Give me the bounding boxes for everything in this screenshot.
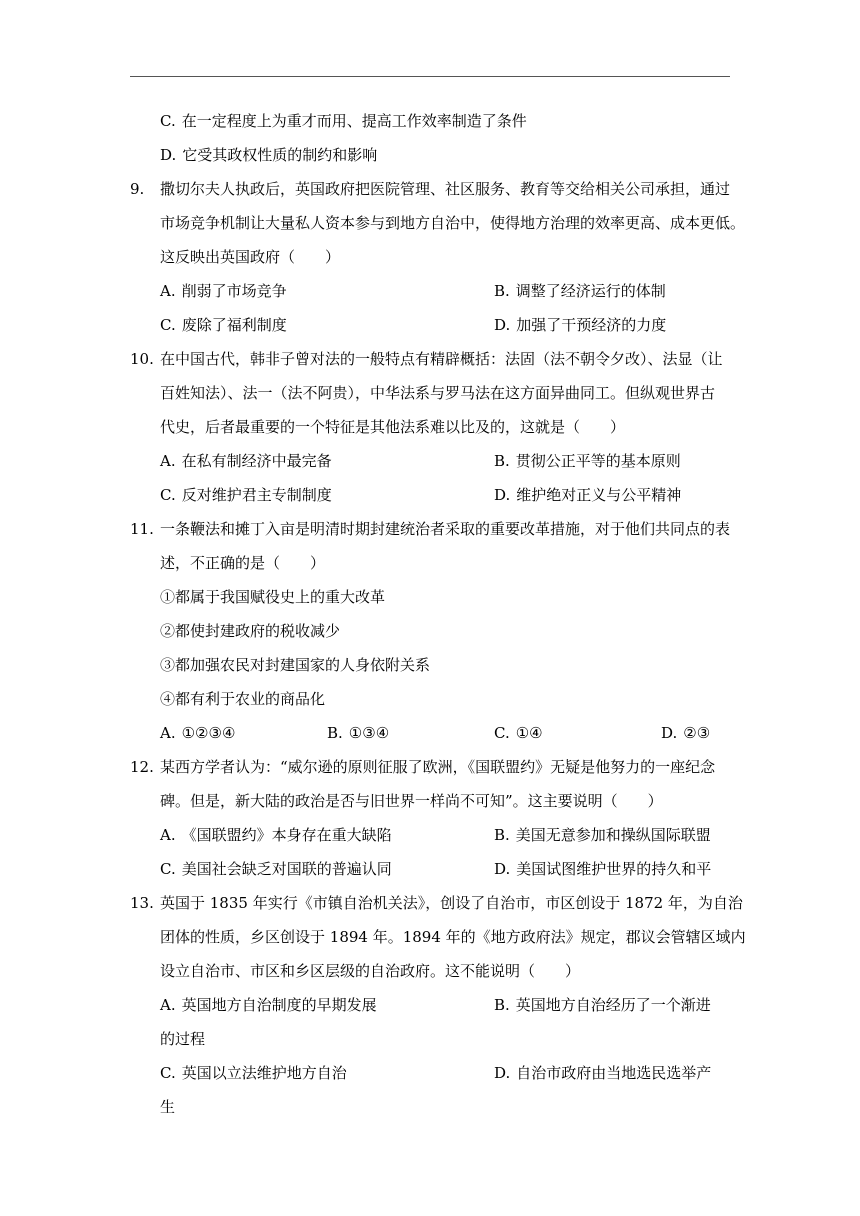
option-letter: A. [160, 452, 176, 470]
option-text: 美国试图维护世界的持久和平 [516, 860, 712, 878]
option-text: ①②③④ [181, 724, 236, 742]
q9-option-a [160, 281, 287, 301]
option-text: 维护绝对正义与公平精神 [516, 486, 682, 504]
q12-stem-line: 碑。但是，新大陆的政治是否与旧世界一样尚不可知”。这主要说明（ ） [160, 792, 663, 810]
option-letter: C. [494, 724, 510, 742]
q12-option-d [494, 859, 711, 879]
option-text: ②③ [683, 724, 711, 742]
option-letter: C. [160, 860, 176, 878]
option-letter: B. [494, 996, 510, 1014]
q8-option-c [160, 111, 527, 131]
option-text: 在私有制经济中最完备 [181, 452, 332, 470]
option-text: 《国联盟约》本身存在重大缺陷 [181, 826, 392, 844]
q13-option-a [160, 995, 377, 1015]
q10-option-b [494, 451, 681, 471]
q11-option-c [494, 723, 543, 743]
q13-option-b-continuation: 的过程 [160, 1030, 206, 1048]
option-text: 它受其政权性质的制约和影响 [182, 146, 378, 164]
option-text: 削弱了市场竞争 [181, 282, 287, 300]
option-letter: D. [494, 316, 511, 334]
q10-stem-line: 百姓知法）、法一（法不阿贵），中华法系与罗马法在这方面异曲同工。但纵观世界古 [160, 384, 716, 402]
q11-item: ①都属于我国赋役史上的重大改革 [160, 588, 386, 606]
option-letter: B. [494, 452, 510, 470]
option-letter: C. [160, 316, 176, 334]
q10-stem-line: 代史，后者最重要的一个特征是其他法系难以比及的，这就是（ ） [160, 418, 626, 436]
q11-stem-line: 述，不正确的是（ ） [160, 554, 326, 572]
q9-option-b [494, 281, 666, 301]
option-text: 调整了经济运行的体制 [515, 282, 666, 300]
option-letter: B. [327, 724, 343, 742]
q13-option-d-continuation: 生 [160, 1098, 176, 1116]
q12-option-a [160, 825, 392, 845]
q9-number: 9. [130, 180, 145, 198]
option-text: 反对维护君主专制制度 [181, 486, 332, 504]
option-text: 美国社会缺乏对国联的普遍认同 [181, 860, 392, 878]
option-text: 贯彻公正平等的基本原则 [515, 452, 681, 470]
q11-item: ③都加强农民对封建国家的人身依附关系 [160, 656, 431, 674]
q10-stem-line: 在中国古代，韩非子曾对法的一般特点有精辟概括：法固（法不朝令夕改）、法显（让 [160, 350, 723, 368]
option-letter: D. [494, 1064, 511, 1082]
option-text: 废除了福利制度 [181, 316, 287, 334]
q13-option-b [494, 995, 711, 1015]
q11-option-d [661, 723, 710, 743]
option-text: 在一定程度上为重才而用、提高工作效率制造了条件 [181, 112, 527, 130]
option-text: ①③④ [348, 724, 390, 742]
q11-item: ④都有利于农业的商品化 [160, 690, 326, 708]
q11-number: 11. [130, 520, 154, 538]
q10-option-d [494, 485, 681, 505]
option-letter: D. [494, 860, 511, 878]
option-text: 英国以立法维护地方自治 [181, 1064, 347, 1082]
option-text: 美国无意参加和操纵国际联盟 [515, 826, 711, 844]
q12-stem-line: 某西方学者认为：“威尔逊的原则征服了欧洲，《国联盟约》无疑是他努力的一座纪念 [160, 758, 716, 776]
option-letter: B. [494, 826, 510, 844]
option-text: 英国地方自治制度的早期发展 [181, 996, 377, 1014]
option-text: ①④ [515, 724, 543, 742]
q12-option-c [160, 859, 392, 879]
q13-stem-line: 团体的性质，乡区创设于 1894 年。1894 年的《地方政府法》规定，郡议会管辖区域内 [160, 928, 746, 946]
q9-stem-line: 市场竞争机制让大量私人资本参与到地方自治中，使得地方治理的效率更高、成本更低。 [160, 214, 746, 232]
option-letter: D. [494, 486, 511, 504]
q11-item: ②都使封建政府的税收减少 [160, 622, 341, 640]
option-letter: A. [160, 724, 176, 742]
q11-option-b [327, 723, 389, 743]
q11-option-a [160, 723, 235, 743]
option-letter: A. [160, 282, 176, 300]
q9-stem-line: 这反映出英国政府（ ） [160, 248, 341, 266]
q13-stem-line: 设立自治市、市区和乡区层级的自治政府。这不能说明（ ） [160, 962, 581, 980]
q12-number: 12. [130, 758, 154, 776]
option-letter: D. [160, 146, 177, 164]
option-letter: C. [160, 1064, 176, 1082]
option-letter: B. [494, 282, 510, 300]
option-letter: D. [661, 724, 678, 742]
q10-option-a [160, 451, 332, 471]
q13-option-c [160, 1063, 347, 1083]
q12-option-b [494, 825, 711, 845]
option-text: 自治市政府由当地选民选举产 [516, 1064, 712, 1082]
option-text: 加强了干预经济的力度 [516, 316, 667, 334]
option-letter: A. [160, 826, 176, 844]
q9-option-c [160, 315, 287, 335]
q11-stem-line: 一条鞭法和摊丁入亩是明清时期封建统治者采取的重要改革措施，对于他们共同点的表 [160, 520, 731, 538]
q13-number: 13. [130, 894, 154, 912]
option-letter: A. [160, 996, 176, 1014]
option-letter: C. [160, 486, 176, 504]
q13-stem-line: 英国于 1835 年实行《市镇自治机关法》，创设了自治市，市区创设于 1872 年，为自治 [160, 894, 743, 912]
q13-option-d [494, 1063, 711, 1083]
q8-option-d [160, 145, 377, 165]
option-letter: C. [160, 112, 176, 130]
q9-stem-line: 撒切尔夫人执政后，英国政府把医院管理、社区服务、教育等交给相关公司承担，通过 [160, 180, 731, 198]
q9-option-d [494, 315, 666, 335]
q10-number: 10. [130, 350, 154, 368]
option-text: 英国地方自治经历了一个渐进 [515, 996, 711, 1014]
header-rule [130, 76, 730, 77]
q10-option-c [160, 485, 332, 505]
